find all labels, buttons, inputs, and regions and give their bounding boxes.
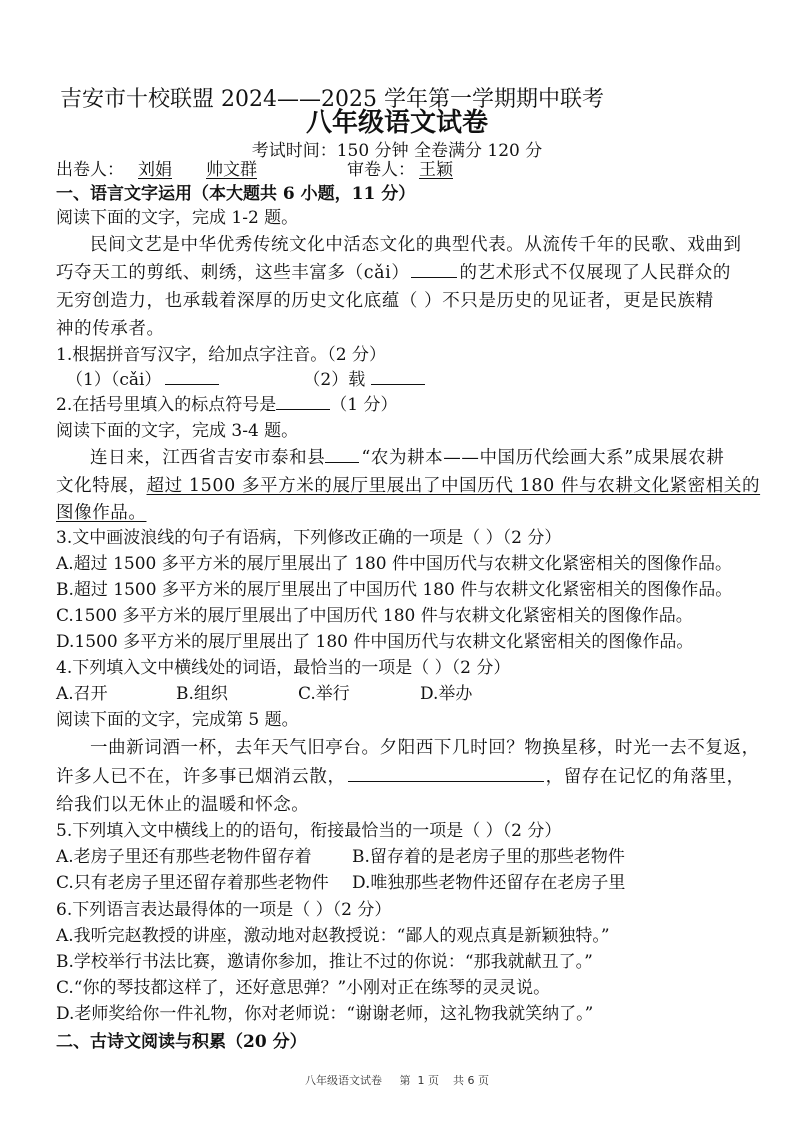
- q4-option-a: A.召开: [56, 684, 108, 704]
- answer-blank[interactable]: [165, 369, 219, 385]
- passage-1-line-1: 民间文艺是中华优秀传统文化中活态文化的典型代表。从流传千年的民歌、戏曲到: [90, 235, 742, 255]
- q1-part-1: （1）（cǎi）: [66, 370, 162, 390]
- passage-1-line-2: [56, 262, 731, 284]
- passage-2-line-2: [56, 475, 760, 497]
- passage-1-line-2b: 的艺术形式不仅展现了人民群众的: [459, 263, 731, 283]
- passage-1-line-2a: 巧夺天工的剪纸、刺绣，这些丰富多（cǎi）: [56, 263, 410, 283]
- answer-blank[interactable]: [325, 447, 359, 463]
- answer-blank[interactable]: [411, 262, 457, 278]
- exam-info: 考试时间：150 分钟 全卷满分 120 分: [251, 141, 543, 161]
- q3-option-d: D.1500 多平方米的展厅里展出了 180 件中国历代与农耕文化紧密相关的图像作品。: [56, 632, 694, 652]
- question-2-score: （1 分）: [330, 395, 398, 415]
- q5-option-c: C.只有老房子里还留存着那些老物件: [56, 873, 329, 893]
- exam-title: 吉安市十校联盟 2024——2025 学年第一学期期中联考: [60, 87, 604, 112]
- reviewer-name: 王颖: [419, 160, 453, 180]
- q6-option-b: B.学校举行书法比赛，邀请你参加，推让不过的你说：“那我就献丑了。”: [56, 952, 593, 972]
- q5-option-a: A.老房子里还有那些老物件留存着: [56, 847, 312, 867]
- passage-3-line-1: 一曲新词酒一杯，去年天气旧亭台。夕阳西下几时回？物换星移，时光一去不复返，: [90, 738, 760, 758]
- setter-name-1: 刘娟: [138, 160, 172, 180]
- q3-option-b: B.超过 1500 多平方米的展厅里展出了中国历代 180 件与农耕文化紧密相关的图像作品。: [56, 580, 733, 600]
- q4-option-d: D.举办: [420, 684, 473, 704]
- question-3: 3.文中画波浪线的句子有语病，下列修改正确的一项是（ ）（2 分）: [56, 528, 562, 548]
- setter-label: 出卷人：: [56, 160, 124, 180]
- passage-3-line-3: 给我们以无休止的温暖和怀念。: [56, 795, 310, 815]
- intro-1-2: 阅读下面的文字，完成 1-2 题。: [56, 208, 299, 228]
- passage-2-line-1: [90, 447, 724, 469]
- paper-title: 八年级语文试卷: [305, 108, 488, 138]
- setter-row: [56, 159, 453, 181]
- question-2-text: 2.在括号里填入的标点符号是: [56, 395, 277, 415]
- q4-option-c: C.举行: [298, 684, 350, 704]
- question-1: 1.根据拼音写汉字，给加点字注音。（2 分）: [56, 345, 386, 365]
- passage-2-line-1a: 连日来，江西省吉安市泰和县: [90, 448, 326, 468]
- question-5: 5.下列填入文中横线上的的语句，衔接最恰当的一项是（ ）（2 分）: [56, 821, 562, 841]
- question-2: [56, 394, 397, 416]
- page-footer: 八年级语文试卷 第 1 页 共 6 页: [305, 1074, 489, 1087]
- answer-blank[interactable]: [371, 369, 425, 385]
- passage-3-line-2a: 许多人已不在，许多事已烟消云散，: [56, 767, 346, 787]
- answer-blank[interactable]: [348, 766, 544, 782]
- question-1-parts: [66, 369, 425, 391]
- question-6: 6.下列语言表达最得体的一项是（ ）（2 分）: [56, 900, 392, 920]
- passage-2-line-3: 图像作品。: [56, 503, 147, 523]
- q6-option-a: A.我听完赵教授的讲座，激动地对赵教授说：“鄙人的观点真是新颖独特。”: [56, 926, 610, 946]
- q5-option-d: D.唯独那些老物件还留存在老房子里: [352, 873, 626, 893]
- q1-part-2: （2）载: [303, 370, 366, 390]
- passage-1-line-4: 神的传承者。: [56, 319, 165, 339]
- q6-option-c: C.“你的琴技都这样了，还好意思弹？”小刚对正在练琴的灵灵说。: [56, 978, 551, 998]
- intro-3-4: 阅读下面的文字，完成 3-4 题。: [56, 421, 299, 441]
- q3-option-c: C.1500 多平方米的展厅里展出了中国历代 180 件与农耕文化紧密相关的图像作品。: [56, 606, 693, 626]
- q4-option-b: B.组织: [176, 684, 228, 704]
- passage-2-line-1b: “农为耕本——中国历代绘画大系”成果展农耕: [361, 448, 725, 468]
- q6-option-d: D.老师奖给你一件礼物，你对老师说：“谢谢老师，这礼物我就笑纳了。”: [56, 1004, 594, 1024]
- section-1-heading: 一、语言文字运用（本大题共 6 小题，11 分）: [56, 184, 416, 204]
- passage-2-line-2a: 文化特展，: [56, 476, 147, 496]
- q3-option-a: A.超过 1500 多平方米的展厅里展出了 180 件中国历代与农耕文化紧密相关的图像作品。: [56, 554, 733, 574]
- intro-5: 阅读下面的文字，完成第 5 题。: [56, 710, 299, 730]
- reviewer-label: 审卷人：: [347, 160, 415, 180]
- question-4: 4.下列填入文中横线处的词语，最恰当的一项是（ ）（2 分）: [56, 658, 511, 678]
- wavy-underlined-sentence: 超过 1500 多平方米的展厅里展出了中国历代 180 件与农耕文化紧密相关的: [146, 476, 761, 496]
- section-2-heading: 二、古诗文阅读与积累（20 分）: [56, 1032, 307, 1052]
- answer-blank[interactable]: [276, 394, 330, 410]
- passage-1-line-3: 无穷创造力，也承载着深厚的历史文化底蕴（ ）不只是历史的见证者，更是民族精: [56, 291, 714, 311]
- setter-name-2: 帅文群: [206, 160, 257, 180]
- passage-3-line-2b: ，留存在记忆的角落里，: [545, 767, 745, 787]
- q5-option-b: B.留存着的是老房子里的那些老物件: [352, 847, 625, 867]
- passage-3-line-2: [56, 766, 745, 788]
